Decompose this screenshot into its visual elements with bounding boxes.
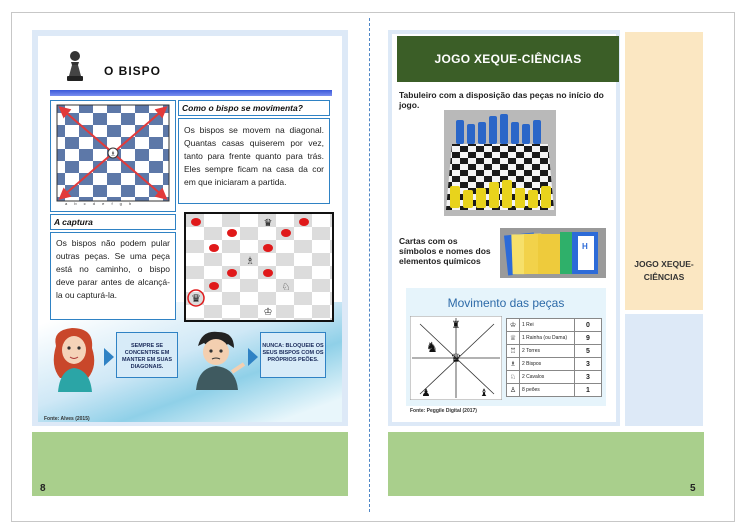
piece-value: 5 (575, 345, 602, 358)
cartoon-boy-illustration (188, 328, 246, 390)
piece-value: 0 (575, 319, 602, 332)
svg-text:♟: ♟ (421, 388, 431, 399)
capture-text: Os bispos não podem pular outras peças. Se uma peça está no caminho, o bispo deve parar antes de alcançá-la ou capturá-la. (56, 238, 170, 300)
title-underline (50, 90, 332, 96)
board-caption: Tabuleiro com a disposição das peças no início do jogo. (399, 90, 604, 110)
piece-name: 1 Rei (520, 319, 575, 332)
piece-icon: ♗ (507, 358, 520, 371)
svg-text:♔: ♔ (263, 307, 273, 318)
callout-bishops: NUNCA: BLOQUEIE OS SEUS BISPOS COM OS PRÓPRIOS PEÕES. (260, 332, 326, 378)
capture-heading-box (50, 214, 176, 230)
table-row (507, 332, 602, 345)
movement-diagram (410, 316, 502, 400)
svg-text:♘: ♘ (281, 282, 291, 293)
move-text: Os bispos se movem na diagonal. Quantas casas quiserem por vez, tanto para frente quanto para trás. Eles sempre ficam na casa da cor em que iniciaram a partida. (184, 125, 324, 187)
piece-icon: ♙ (507, 384, 520, 397)
piece-name: 8 peões (520, 384, 575, 397)
svg-text:♗: ♗ (245, 256, 255, 267)
move-heading: Como o bispo se movimenta? (182, 103, 303, 113)
bishop-diagonal-board (50, 100, 176, 212)
arrow-right-icon (248, 348, 258, 366)
piece-movement-panel (406, 288, 606, 414)
svg-text:♛: ♛ (191, 292, 201, 305)
page-title: O BISPO (104, 64, 162, 78)
capture-text-box (50, 232, 176, 320)
table-row (507, 358, 602, 371)
svg-text:♝: ♝ (479, 388, 489, 399)
piece-value: 3 (575, 371, 602, 384)
arrow-right-icon (104, 348, 114, 366)
piece-name: 2 Cavalos (520, 371, 575, 384)
diagonal-board-graphic (51, 101, 175, 211)
bishop-capture-board (184, 212, 334, 322)
capture-board-graphic (186, 214, 332, 320)
piece-value: 3 (575, 358, 602, 371)
board-file-labels: a b c d e f g h (65, 201, 135, 206)
page-divider (369, 18, 370, 512)
piece-name: 2 Bispos (520, 358, 575, 371)
svg-text:♛: ♛ (263, 218, 273, 229)
page-number-left: 8 (40, 483, 46, 494)
side-title: JOGO XEQUE-CIÊNCIAS (634, 259, 694, 282)
svg-text:♞: ♞ (425, 340, 439, 356)
svg-text:♛: ♛ (450, 351, 462, 365)
piece-name: 2 Torres (520, 345, 575, 358)
movement-title: Movimento das peças (447, 296, 565, 310)
piece-icon: ♖ (507, 345, 520, 358)
cartoon-girl-illustration (48, 326, 104, 392)
svg-text:♜: ♜ (451, 320, 461, 331)
cards-caption: Cartas com os símbolos e nomes dos elementos químicos (399, 236, 491, 266)
left-footer-bar (32, 432, 348, 496)
capture-heading: A captura (54, 217, 93, 227)
pawn-icon (64, 50, 86, 82)
table-row (507, 384, 602, 397)
piece-values-table (506, 318, 602, 397)
svg-text:♗: ♗ (109, 150, 117, 158)
right-footer-bar (388, 432, 704, 496)
game-header: JOGO XEQUE-CIÊNCIAS (397, 36, 619, 82)
table-row (507, 319, 602, 332)
piece-value: 1 (575, 384, 602, 397)
movement-source: Fonte: Peggile Digital (2017) (410, 408, 477, 414)
move-text-box (178, 118, 330, 204)
table-row (507, 345, 602, 358)
piece-icon: ♘ (507, 371, 520, 384)
page-number-right: 5 (690, 483, 696, 494)
card-symbol: H (582, 242, 588, 251)
left-page-sheet (38, 36, 342, 422)
move-heading-box (178, 100, 330, 116)
side-tab-blue (625, 314, 703, 426)
element-cards-photo (500, 228, 606, 278)
piece-icon: ♔ (507, 319, 520, 332)
piece-icon: ♕ (507, 332, 520, 345)
callout-diagonals: SEMPRE SE CONCENTRE EM MANTER EM SUAS DIAGONAIS. (116, 332, 178, 378)
cards-graphic (500, 228, 606, 278)
table-row (507, 371, 602, 384)
piece-value: 9 (575, 332, 602, 345)
source-caption: Fonte: Alves (2015) (44, 416, 90, 422)
chess-board-photo (444, 110, 556, 216)
piece-name: 1 Rainha (ou Dama) (520, 332, 575, 345)
